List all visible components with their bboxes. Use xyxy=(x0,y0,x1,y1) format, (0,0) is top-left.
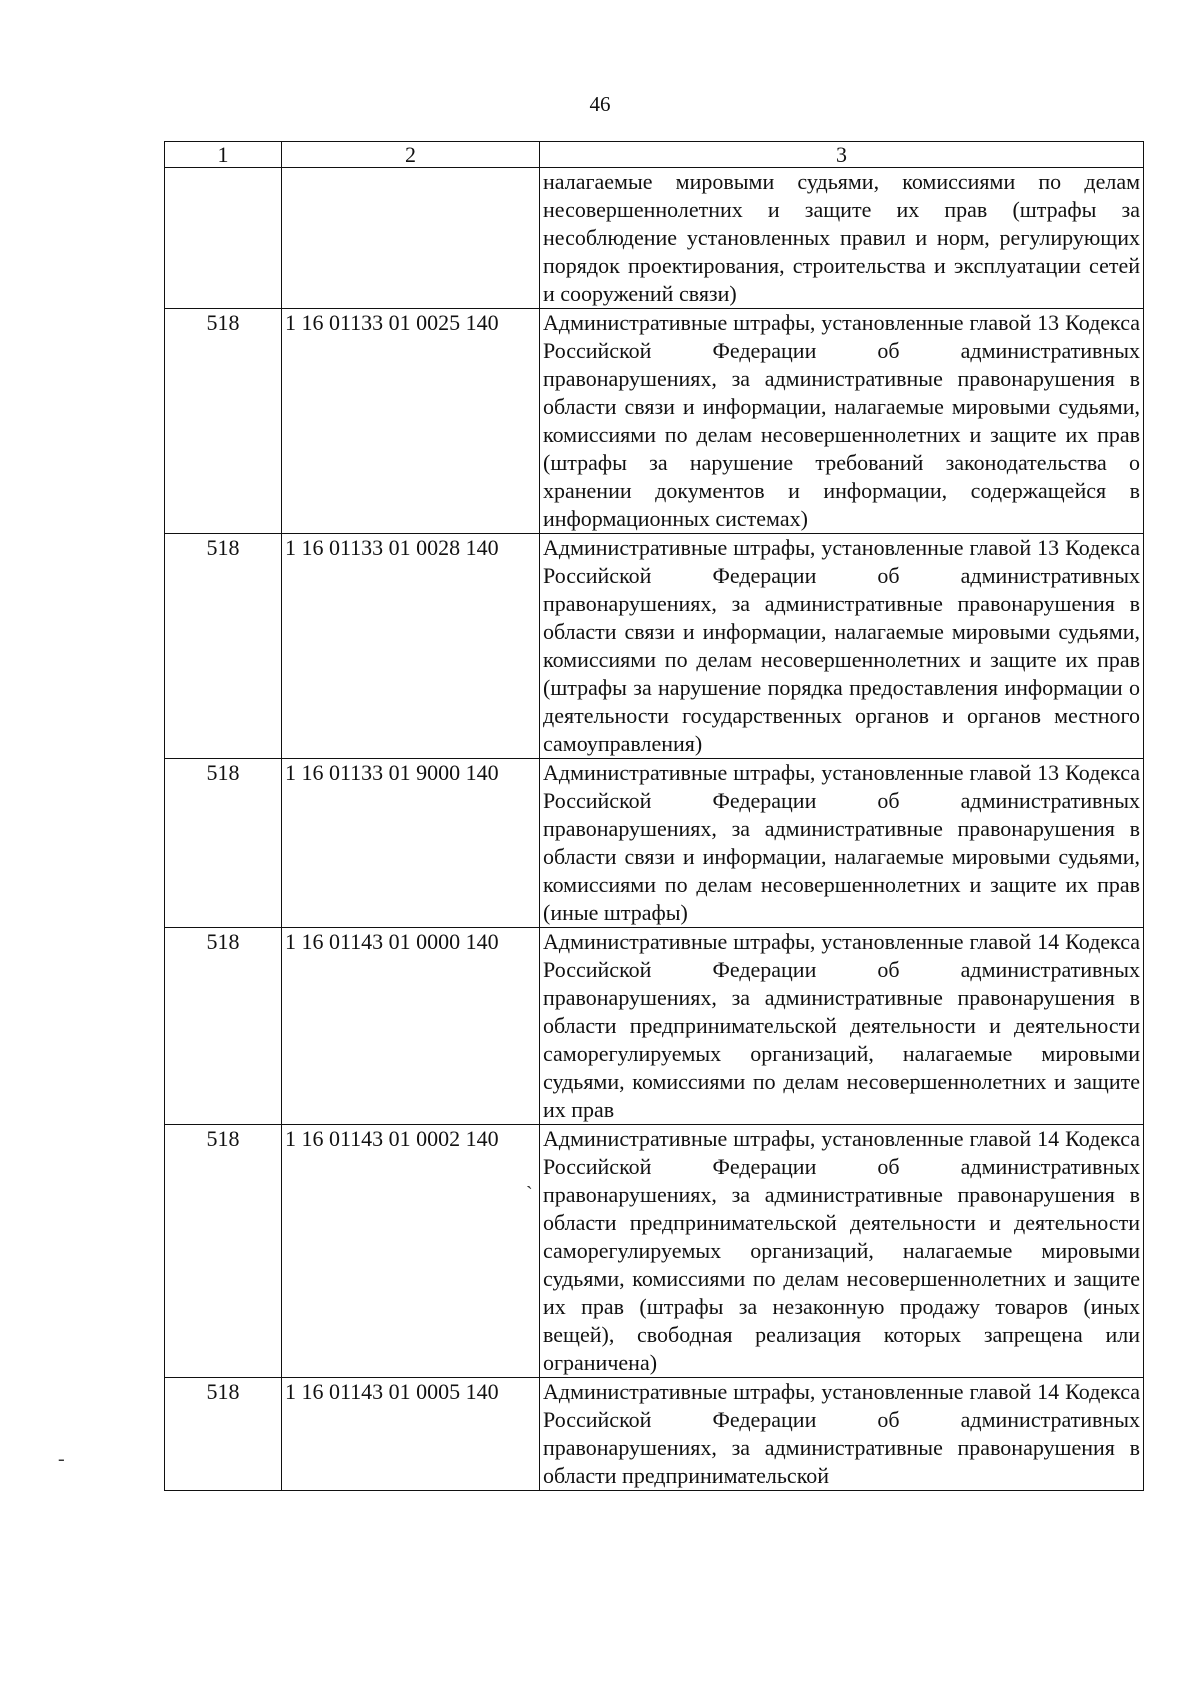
budget-code-cell xyxy=(282,168,540,309)
table-row xyxy=(165,759,1144,928)
column-header-name: 3 xyxy=(540,142,1144,168)
column-header-code: 2 xyxy=(282,142,540,168)
table-row xyxy=(165,1378,1144,1491)
description-cell: Административные штрафы, установленные главой 13 Кодекса Российской Федерации об административных правонарушениях, за административные правонарушения в области связи и информации, налагаемые мировыми судьями, комиссиями по делам несовершеннолетних и защите их прав (штрафы за нарушение требований законодательства о хранении документов и информации, содержащейся в информационных системах) xyxy=(540,309,1144,534)
admin-code-cell: 518 xyxy=(165,309,282,534)
table-row xyxy=(165,534,1144,759)
description-cell: Административные штрафы, установленные главой 14 Кодекса Российской Федерации об административных правонарушениях, за административные правонарушения в области предпринимательской деятельности и деятельности саморегулируемых организаций, налагаемые мировыми судьями, комиссиями по делам несовершеннолетних и защите их прав xyxy=(540,928,1144,1125)
admin-code-cell: 518 xyxy=(165,534,282,759)
column-header-admin: 1 xyxy=(165,142,282,168)
table-row xyxy=(165,168,1144,309)
table-row xyxy=(165,309,1144,534)
admin-code-cell: 518 xyxy=(165,1378,282,1491)
table-row xyxy=(165,928,1144,1125)
description-cell: налагаемые мировыми судьями, комиссиями по делам несовершеннолетних и защите их прав (штрафы за несоблюдение установленных правил и норм, регулирующих порядок проектирования, строительства и эксплуатации сетей и сооружений связи) xyxy=(540,168,1144,309)
budget-code-cell: 1 16 01143 01 0000 140 xyxy=(282,928,540,1125)
table-header-row xyxy=(165,142,1144,168)
admin-code-cell: 518 xyxy=(165,759,282,928)
page-number: 46 xyxy=(589,92,611,116)
admin-code-cell xyxy=(165,168,282,309)
description-cell: Административные штрафы, установленные главой 14 Кодекса Российской Федерации об административных правонарушениях, за административные правонарушения в области предпринимательской деятельности и деятельности саморегулируемых организаций, налагаемые мировыми судьями, комиссиями по делам несовершеннолетних и защите их прав (штрафы за незаконную продажу товаров (иных вещей), свободная реализация которых запрещена или ограничена) xyxy=(540,1125,1144,1378)
budget-code-cell: 1 16 01143 01 0005 140 xyxy=(282,1378,540,1491)
description-cell: Административные штрафы, установленные главой 13 Кодекса Российской Федерации об административных правонарушениях, за административные правонарушения в области связи и информации, налагаемые мировыми судьями, комиссиями по делам несовершеннолетних и защите их прав (штрафы за нарушение порядка предоставления информации о деятельности государственных органов и органов местного самоуправления) xyxy=(540,534,1144,759)
budget-codes-table xyxy=(164,141,1144,1491)
budget-code-cell: 1 16 01133 01 9000 140 xyxy=(282,759,540,928)
budget-code-cell: 1 16 01143 01 0002 140 xyxy=(282,1125,540,1378)
scan-mark: ` xyxy=(526,1183,533,1205)
admin-code-cell: 518 xyxy=(165,1125,282,1378)
description-cell: Административные штрафы, установленные главой 14 Кодекса Российской Федерации об административных правонарушениях, за административные правонарушения в области предпринимательской xyxy=(540,1378,1144,1491)
scan-mark: - xyxy=(58,1448,65,1470)
table-row xyxy=(165,1125,1144,1378)
budget-code-cell: 1 16 01133 01 0025 140 xyxy=(282,309,540,534)
admin-code-cell: 518 xyxy=(165,928,282,1125)
description-cell: Административные штрафы, установленные главой 13 Кодекса Российской Федерации об административных правонарушениях, за административные правонарушения в области связи и информации, налагаемые мировыми судьями, комиссиями по делам несовершеннолетних и защите их прав (иные штрафы) xyxy=(540,759,1144,928)
budget-code-cell: 1 16 01133 01 0028 140 xyxy=(282,534,540,759)
